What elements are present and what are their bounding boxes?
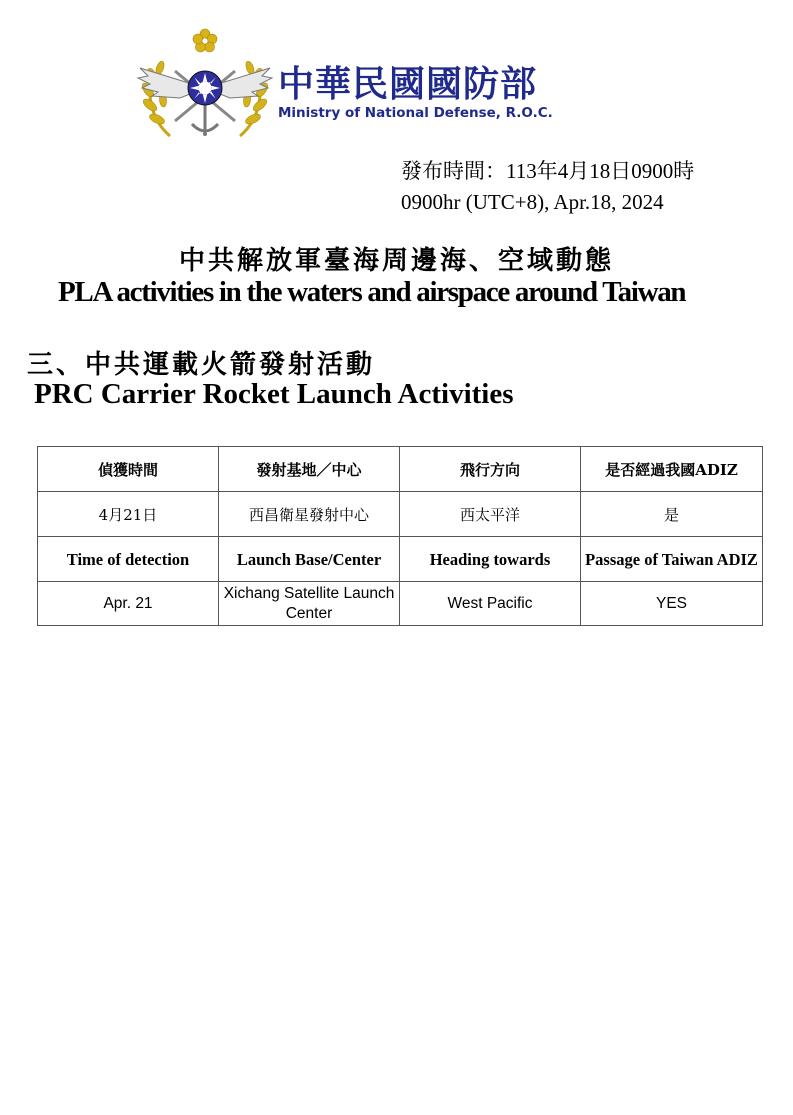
header-cell-heading-cn: 飛行方向 xyxy=(400,447,581,492)
table-header-row-english xyxy=(38,537,763,582)
cell-heading-en: West Pacific xyxy=(400,582,581,626)
header-cell-detection-time-en: Time of detection xyxy=(38,537,219,582)
header-cell-detection-time-cn: 偵獲時間 xyxy=(38,447,219,492)
ministry-name-chinese: 中華民國國防部 xyxy=(278,64,538,105)
section-heading-chinese: 三、中共運載火箭發射活動 xyxy=(27,350,376,380)
cell-adiz-cn: 是 xyxy=(581,492,763,537)
mnd-emblem-icon xyxy=(130,26,280,146)
section-heading-english: PRC Carrier Rocket Launch Activities xyxy=(34,378,514,410)
cell-heading-cn: 西太平洋 xyxy=(400,492,581,537)
release-time-english: 0900hr (UTC+8), Apr.18, 2024 xyxy=(401,190,664,214)
cell-launch-base-en: Xichang Satellite Launch Center xyxy=(219,582,400,626)
header-cell-launch-base-cn: 發射基地／中心 xyxy=(219,447,400,492)
cell-launch-base-cn: 西昌衛星發射中心 xyxy=(219,492,400,537)
cell-detection-time-cn: 4月21日 xyxy=(38,492,219,537)
release-time xyxy=(401,156,694,218)
ministry-logo xyxy=(130,26,580,146)
table-row-english xyxy=(38,582,763,626)
header-cell-launch-base-en: Launch Base/Center xyxy=(219,537,400,582)
release-time-chinese: 發布時間：113年4月18日0900時 xyxy=(401,159,695,183)
header-cell-adiz-cn: 是否經過我國ADIZ xyxy=(581,447,763,492)
document-title-english: PLA activities in the waters and airspace around Taiwan xyxy=(58,276,686,308)
cell-detection-time-en: Apr. 21 xyxy=(38,582,219,626)
document-title-chinese: 中共解放軍臺海周邊海、空域動態 xyxy=(178,246,614,276)
cell-adiz-en: YES xyxy=(581,582,763,626)
header-cell-adiz-en: Passage of Taiwan ADIZ xyxy=(581,537,763,582)
table-row-chinese xyxy=(38,492,763,537)
table-header-row-chinese xyxy=(38,447,763,492)
header-cell-heading-en: Heading towards xyxy=(400,537,581,582)
ministry-name-english: Ministry of National Defense, R.O.C. xyxy=(278,105,553,121)
rocket-launch-table xyxy=(37,446,763,626)
